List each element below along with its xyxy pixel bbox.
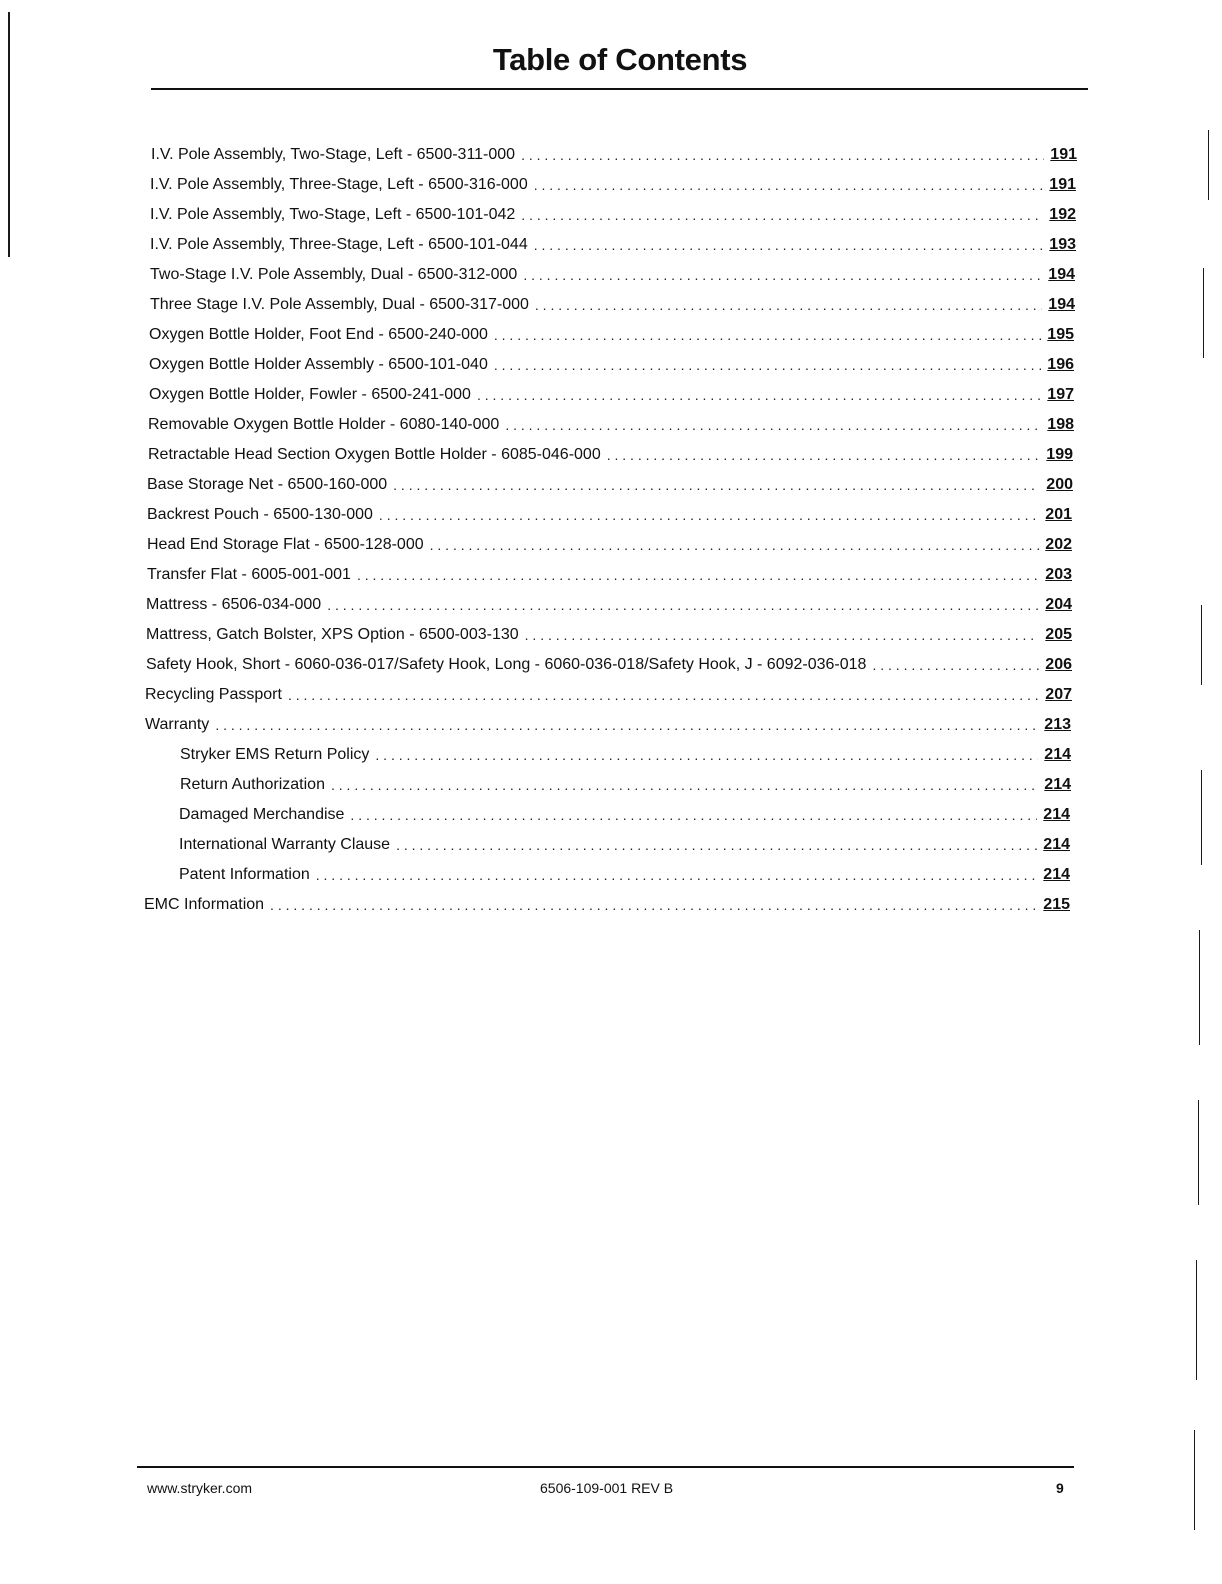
toc-entry[interactable] <box>146 621 1072 645</box>
footer-divider <box>137 1466 1074 1468</box>
toc-entry-page[interactable]: 214 <box>1043 836 1070 853</box>
leader-dots <box>525 625 1040 645</box>
toc-subentry[interactable] <box>180 771 1071 795</box>
leader-dots <box>430 535 1040 555</box>
toc-entry-page[interactable]: 197 <box>1047 386 1074 403</box>
toc-entry[interactable] <box>145 711 1071 735</box>
scan-artifact-right <box>1194 1430 1195 1530</box>
toc-entry-label: Two-Stage I.V. Pole Assembly, Dual - 6500-312-000 <box>150 266 518 283</box>
toc-subentry[interactable] <box>179 801 1070 825</box>
toc-entry[interactable] <box>147 471 1073 495</box>
toc-entry-label: Stryker EMS Return Policy <box>180 746 370 763</box>
leader-dots <box>477 385 1041 405</box>
leader-dots <box>521 145 1044 165</box>
toc-entry-label: Oxygen Bottle Holder, Fowler - 6500-241-000 <box>149 386 471 403</box>
toc-entry-page[interactable]: 214 <box>1043 806 1070 823</box>
toc-entry-label: Transfer Flat - 6005-001-001 <box>147 566 351 583</box>
toc-subentry[interactable] <box>180 741 1071 765</box>
toc-entry-label: Mattress, Gatch Bolster, XPS Option - 6500-003-130 <box>146 626 519 643</box>
toc-entry-page[interactable]: 198 <box>1047 416 1074 433</box>
leader-dots <box>396 835 1037 855</box>
toc-entry[interactable] <box>151 141 1077 165</box>
toc-entry[interactable] <box>150 291 1075 315</box>
toc-entry[interactable] <box>150 201 1076 225</box>
toc-entry-label: I.V. Pole Assembly, Two-Stage, Left - 6500-311-000 <box>151 146 516 163</box>
scan-artifact-right <box>1201 605 1202 685</box>
toc-entry-label: I.V. Pole Assembly, Two-Stage, Left - 6500-101-042 <box>150 206 516 223</box>
footer-website: www.stryker.com <box>147 1480 253 1496</box>
toc-entry-page[interactable]: 215 <box>1043 896 1070 913</box>
toc-entry-label: Recycling Passport <box>145 686 282 703</box>
toc-entry-page[interactable]: 192 <box>1049 206 1076 223</box>
toc-entry[interactable] <box>150 261 1075 285</box>
toc-entry-label: Oxygen Bottle Holder, Foot End - 6500-240-000 <box>149 326 488 343</box>
leader-dots <box>215 715 1038 735</box>
toc-entry-label: Safety Hook, Short - 6060-036-017/Safety Hook, Long - 6060-036-018/Safety Hook, J - 6092-036-018 <box>146 656 867 673</box>
leader-dots <box>534 235 1044 255</box>
leader-dots <box>607 445 1041 465</box>
toc-entry[interactable] <box>146 591 1072 615</box>
toc-entry-page[interactable]: 196 <box>1047 356 1074 373</box>
toc-entry-page[interactable]: 214 <box>1044 776 1071 793</box>
toc-entry-page[interactable]: 194 <box>1048 296 1075 313</box>
leader-dots <box>357 565 1039 585</box>
toc-subentry[interactable] <box>179 861 1070 885</box>
toc-entry-label: Patent Information <box>179 866 310 883</box>
toc-entry-page[interactable]: 199 <box>1046 446 1073 463</box>
leader-dots <box>535 295 1042 315</box>
toc-entry-label: Three Stage I.V. Pole Assembly, Dual - 6500-317-000 <box>150 296 529 313</box>
toc-subentry[interactable] <box>179 831 1070 855</box>
toc-entry[interactable] <box>146 651 1072 675</box>
toc-entry-label: Return Authorization <box>180 776 325 793</box>
leader-dots <box>350 805 1037 825</box>
leader-dots <box>270 895 1037 915</box>
toc-entry-label: Removable Oxygen Bottle Holder - 6080-140-000 <box>148 416 500 433</box>
toc-entry-page[interactable]: 213 <box>1044 716 1071 733</box>
scan-artifact-right <box>1201 770 1202 865</box>
toc-entry-label: Damaged Merchandise <box>179 806 345 823</box>
scan-artifact-right <box>1208 130 1209 200</box>
toc-entry[interactable] <box>150 171 1076 195</box>
title-divider <box>151 88 1088 90</box>
toc-entry-page[interactable]: 195 <box>1047 326 1074 343</box>
toc-entry-page[interactable]: 191 <box>1050 146 1077 163</box>
leader-dots <box>494 325 1041 345</box>
toc-entry-page[interactable]: 207 <box>1045 686 1072 703</box>
scan-artifact-right <box>1198 1100 1199 1205</box>
toc-entry[interactable] <box>148 411 1074 435</box>
toc-entry-page[interactable]: 191 <box>1049 176 1076 193</box>
toc-entry-page[interactable]: 204 <box>1045 596 1072 613</box>
scan-artifact-right <box>1196 1260 1197 1380</box>
leader-dots <box>375 745 1038 765</box>
toc-entry-page[interactable]: 201 <box>1045 506 1072 523</box>
toc-entry-label: Mattress - 6506-034-000 <box>146 596 322 613</box>
toc-entry[interactable] <box>145 681 1072 705</box>
leader-dots <box>494 355 1041 375</box>
toc-entry-label: Oxygen Bottle Holder Assembly - 6500-101-040 <box>149 356 488 373</box>
toc-entry-label: Base Storage Net - 6500-160-000 <box>147 476 388 493</box>
toc-entry-label: Warranty <box>145 716 210 733</box>
leader-dots <box>872 655 1039 675</box>
toc-entry[interactable] <box>147 501 1072 525</box>
toc-entry[interactable] <box>149 321 1074 345</box>
toc-entry-label: I.V. Pole Assembly, Three-Stage, Left - 6500-101-044 <box>150 236 528 253</box>
leader-dots <box>379 505 1039 525</box>
toc-entry-page[interactable]: 202 <box>1045 536 1072 553</box>
footer-page-number: 9 <box>1056 1480 1064 1496</box>
toc-entry-label: Backrest Pouch - 6500-130-000 <box>147 506 373 523</box>
toc-entry-label: Retractable Head Section Oxygen Bottle Holder - 6085-046-000 <box>148 446 601 463</box>
footer-doc-number: 6506-109-001 REV B <box>540 1480 674 1496</box>
toc-entry-page[interactable]: 194 <box>1048 266 1075 283</box>
scan-artifact-right <box>1199 930 1200 1045</box>
leader-dots <box>331 775 1038 795</box>
toc-entry[interactable] <box>144 891 1070 915</box>
toc-entry-page[interactable]: 205 <box>1045 626 1072 643</box>
leader-dots <box>316 865 1038 885</box>
toc-entry-label: Head End Storage Flat - 6500-128-000 <box>147 536 424 553</box>
leader-dots <box>523 265 1042 285</box>
scan-artifact-right <box>1203 268 1204 358</box>
leader-dots <box>393 475 1040 495</box>
leader-dots <box>288 685 1039 705</box>
page-title: Table of Contents <box>492 42 748 77</box>
toc-entry-page[interactable]: 200 <box>1046 476 1073 493</box>
toc-entry[interactable] <box>149 381 1074 405</box>
toc-entry-page[interactable]: 214 <box>1044 746 1071 763</box>
toc-entry-page[interactable]: 206 <box>1045 656 1072 673</box>
leader-dots <box>327 595 1039 615</box>
toc-entry-page[interactable]: 214 <box>1043 866 1070 883</box>
toc-entry-page[interactable]: 193 <box>1049 236 1076 253</box>
toc-entry[interactable] <box>147 531 1072 555</box>
leader-dots <box>534 175 1044 195</box>
toc-entry[interactable] <box>148 441 1073 465</box>
toc-entry[interactable] <box>149 351 1074 375</box>
toc-entry-page[interactable]: 203 <box>1045 566 1072 583</box>
toc-entry-label: International Warranty Clause <box>179 836 391 853</box>
leader-dots <box>521 205 1043 225</box>
toc-entry[interactable] <box>147 561 1072 585</box>
leader-dots <box>505 415 1041 435</box>
toc-entry-label: I.V. Pole Assembly, Three-Stage, Left - 6500-316-000 <box>150 176 528 193</box>
toc-entry-label: EMC Information <box>144 896 265 913</box>
toc-entry[interactable] <box>150 231 1076 255</box>
